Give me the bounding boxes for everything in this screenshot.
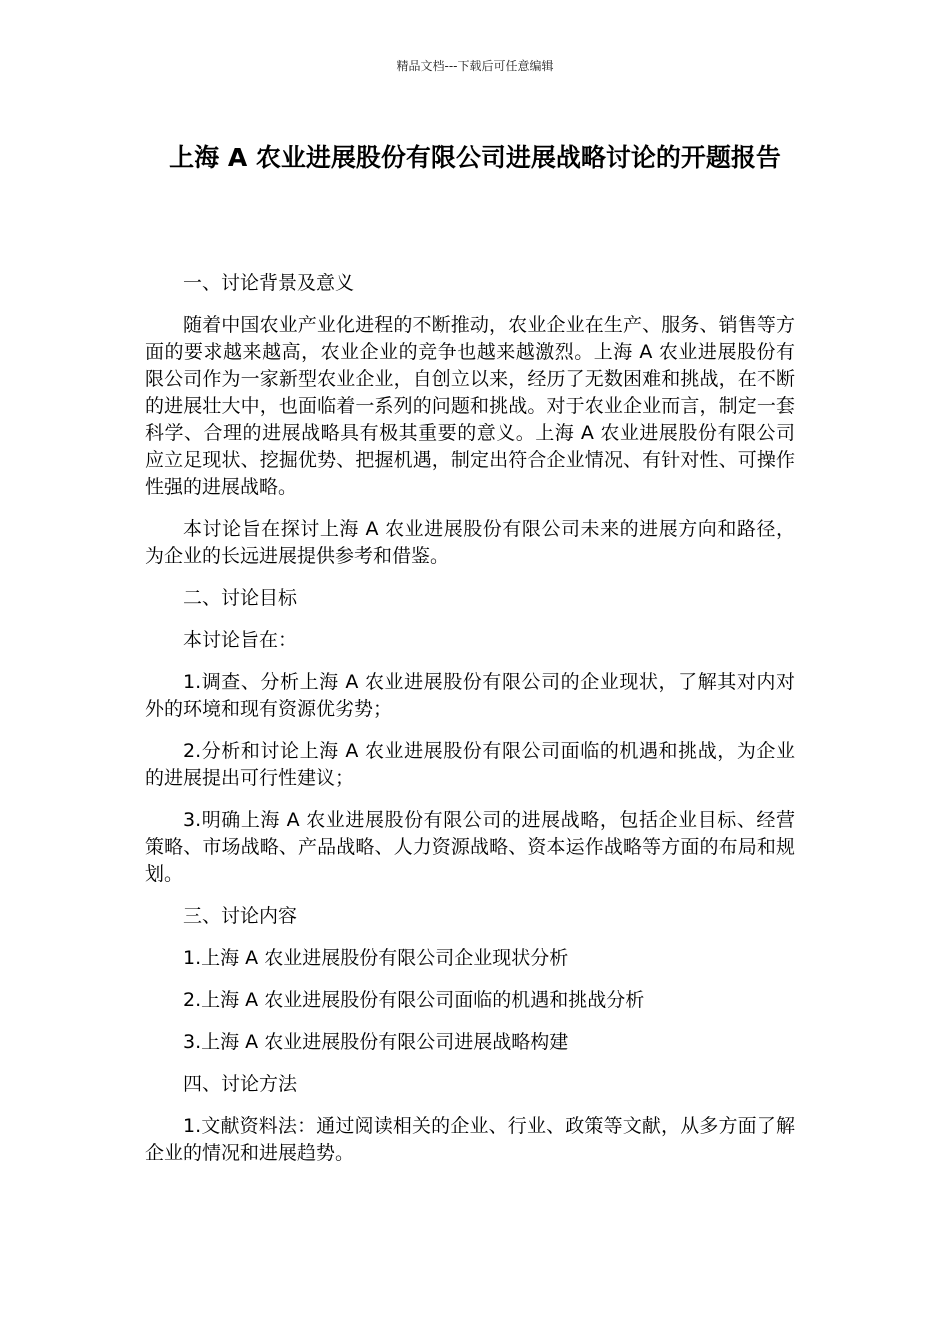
- list-item-method-1: 1.文献资料法：通过阅读相关的企业、行业、政策等文献，从多方面了解企业的情况和进展趋势。: [145, 1115, 795, 1164]
- section-heading-content: 三、讨论内容: [183, 905, 298, 927]
- paragraph-purpose: 本讨论旨在探讨上海 A 农业进展股份有限公司未来的进展方向和路径，为企业的长远进展提供参考和借鉴。: [145, 518, 795, 567]
- page-header-note: 精品文档---下载后可任意编辑: [396, 59, 554, 73]
- document-title: 上海 A 农业进展股份有限公司进展战略讨论的开题报告: [169, 143, 781, 172]
- section-heading-methods: 四、讨论方法: [183, 1073, 298, 1095]
- list-item-content-2: 2.上海 A 农业进展股份有限公司面临的机遇和挑战分析: [183, 989, 645, 1011]
- list-item-objective-2: 2.分析和讨论上海 A 农业进展股份有限公司面临的机遇和挑战，为企业的进展提出可行性建议；: [145, 740, 795, 789]
- section-heading-objectives: 二、讨论目标: [183, 587, 298, 609]
- paragraph-background: 随着中国农业产业化进程的不断推动，农业企业在生产、服务、销售等方面的要求越来越高，农业企业的竞争也越来越激烈。上海 A 农业进展股份有限公司作为一家新型农业企业，自创立以来，经历了无数困难和挑战，在不断的进展壮大中，也面临着一系列的问题和挑战。对于农业企业而言，制定一套科学、合理的进展战略具有极其重要的意义。上海 A 农业进展股份有限公司应立足现状、挖掘优势、把握机遇，制定出符合企业情况、有针对性、可操作性强的进展战略。: [145, 314, 795, 498]
- list-item-content-1: 1.上海 A 农业进展股份有限公司企业现状分析: [183, 947, 569, 969]
- list-item-objective-3: 3.明确上海 A 农业进展股份有限公司的进展战略，包括企业目标、经营策略、市场战略、产品战略、人力资源战略、资本运作战略等方面的布局和规划。: [145, 809, 795, 885]
- section-heading-background: 一、讨论背景及意义: [183, 272, 355, 294]
- document-body: [145, 270, 795, 1182]
- paragraph-objectives-intro: 本讨论旨在：: [183, 629, 298, 651]
- list-item-objective-1: 1.调查、分析上海 A 农业进展股份有限公司的企业现状，了解其对内对外的环境和现有资源优劣势；: [145, 671, 795, 720]
- list-item-content-3: 3.上海 A 农业进展股份有限公司进展战略构建: [183, 1031, 569, 1053]
